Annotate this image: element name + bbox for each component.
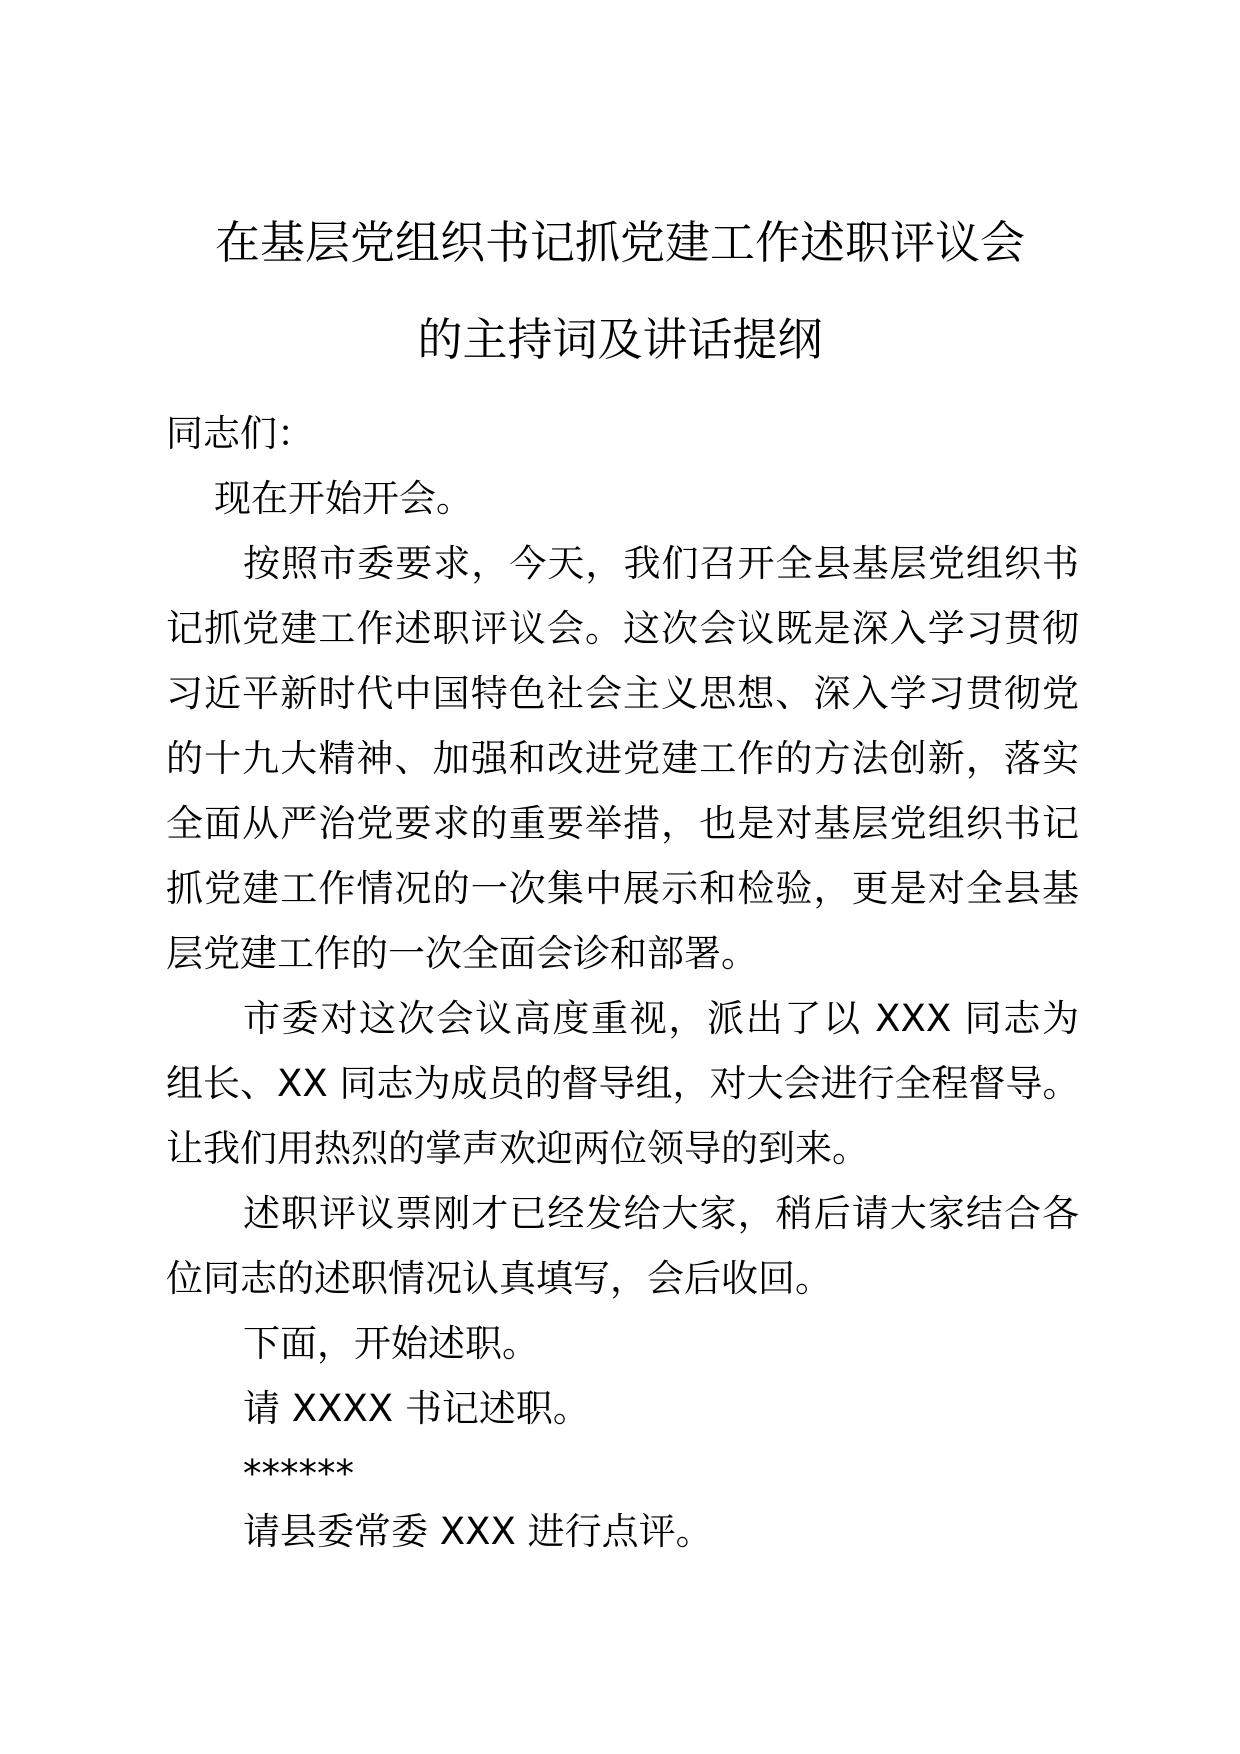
document-title-line-1: 在基层党组织书记抓党建工作述职评议会 bbox=[214, 216, 1025, 269]
opening-line: 现在开始开会。 bbox=[214, 477, 473, 520]
paragraph-line: 位同志的述职情况认真填写，会后收回。 bbox=[166, 1257, 832, 1300]
paragraph-line: 抓党建工作情况的一次集中展示和检验，更是对全县基 bbox=[166, 867, 1079, 910]
paragraph-line: 组长、XX 同志为成员的督导组，对大会进行全程督导。 bbox=[166, 1062, 1080, 1105]
paragraph-line: 让我们用热烈的掌声欢迎两位领导的到来。 bbox=[166, 1127, 869, 1170]
paragraph-line: 全面从严治党要求的重要举措，也是对基层党组织书记 bbox=[166, 802, 1079, 845]
paragraph-line: 层党建工作的一次全面会诊和部署。 bbox=[166, 932, 758, 975]
paragraph-line: 述职评议票刚才已经发给大家，稍后请大家结合各 bbox=[243, 1192, 1079, 1235]
start-reporting-line: 下面，开始述职。 bbox=[243, 1322, 539, 1365]
paragraph-line: 记抓党建工作述职评议会。这次会议既是深入学习贯彻 bbox=[166, 607, 1079, 650]
paragraph-line: 习近平新时代中国特色社会主义思想、深入学习贯彻党 bbox=[166, 672, 1079, 715]
paragraph-line: 市委对这次会议高度重视，派出了以 XXX 同志为 bbox=[243, 997, 1079, 1040]
paragraph-supervision bbox=[166, 986, 1079, 1181]
request-report-line: 请 XXXX 书记述职。 bbox=[243, 1387, 590, 1430]
paragraph-line: 的十九大精神、加强和改进党建工作的方法创新，落实 bbox=[166, 737, 1079, 780]
salutation: 同志们： bbox=[166, 412, 314, 455]
document-body bbox=[166, 401, 1079, 1564]
paragraph-meeting-purpose bbox=[166, 531, 1079, 986]
review-request-line: 请县委常委 XXX 进行点评。 bbox=[243, 1510, 713, 1553]
separator-stars: ****** bbox=[243, 1452, 354, 1495]
document-title-line-2: 的主持词及讲话提纲 bbox=[417, 313, 823, 366]
paragraph-line: 按照市委要求，今天，我们召开全县基层党组织书 bbox=[243, 542, 1079, 585]
paragraph-ballot bbox=[166, 1181, 1079, 1311]
